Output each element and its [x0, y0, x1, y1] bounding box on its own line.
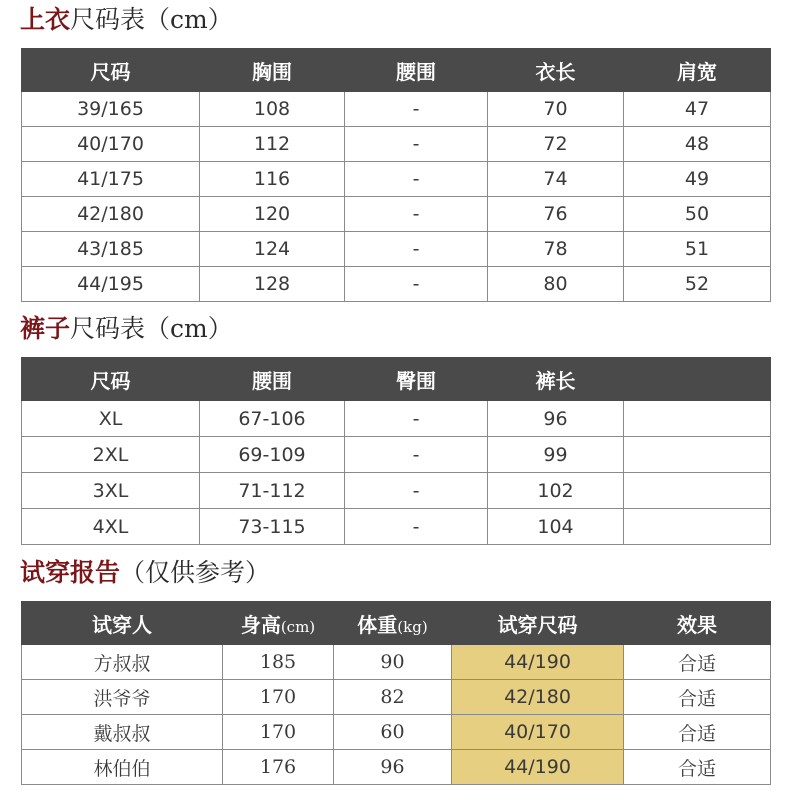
cell-size: 41/175	[22, 162, 200, 197]
header-trial-size: 试穿尺码	[452, 602, 624, 645]
cell-hip: -	[345, 401, 488, 437]
cell-length: 72	[488, 127, 624, 162]
cell-weight: 90	[334, 645, 452, 680]
cell-size: 43/185	[22, 232, 200, 267]
header-chest: 胸围	[200, 49, 345, 92]
header-height-unit: (cm)	[280, 617, 316, 636]
pants-size-chart-title	[20, 314, 233, 344]
header-height	[223, 602, 334, 645]
header-length: 衣长	[488, 49, 624, 92]
cell-waist: 69-109	[200, 437, 345, 473]
trial-title-highlight: 试穿报告	[20, 558, 121, 587]
table-row	[22, 162, 771, 197]
tops-size-table	[21, 48, 771, 302]
cell-shoulder: 51	[624, 232, 771, 267]
cell-result: 合适	[624, 715, 771, 750]
cell-hip: -	[345, 437, 488, 473]
cell-result: 合适	[624, 680, 771, 715]
pants-size-table	[21, 357, 771, 545]
table-row	[22, 401, 771, 437]
header-weight-unit: (kg)	[397, 617, 428, 636]
cell-result: 合适	[624, 750, 771, 785]
cell-length: 78	[488, 232, 624, 267]
cell-chest: 116	[200, 162, 345, 197]
cell-height: 170	[223, 715, 334, 750]
header-waist: 腰围	[200, 358, 345, 401]
tops-title-rest: 尺码表（cm）	[70, 5, 233, 34]
header-size: 尺码	[22, 358, 200, 401]
cell-chest: 128	[200, 267, 345, 302]
tops-size-chart-title	[20, 5, 233, 35]
cell-result: 合适	[624, 645, 771, 680]
table-row	[22, 232, 771, 267]
cell-person: 戴叔叔	[22, 715, 223, 750]
cell-chest: 120	[200, 197, 345, 232]
cell-length: 102	[488, 473, 624, 509]
table-row	[22, 92, 771, 127]
cell-waist: -	[345, 162, 488, 197]
cell-waist: -	[345, 197, 488, 232]
table-row	[22, 645, 771, 680]
cell-size: 44/195	[22, 267, 200, 302]
cell-waist: -	[345, 127, 488, 162]
cell-size: 42/180	[22, 197, 200, 232]
cell-empty	[624, 473, 771, 509]
cell-weight: 96	[334, 750, 452, 785]
cell-shoulder: 48	[624, 127, 771, 162]
header-weight-label: 体重	[357, 612, 398, 637]
cell-trial-size: 44/190	[452, 750, 624, 785]
cell-size: 4XL	[22, 509, 200, 545]
header-length: 裤长	[488, 358, 624, 401]
header-waist: 腰围	[345, 49, 488, 92]
cell-height: 170	[223, 680, 334, 715]
cell-hip: -	[345, 509, 488, 545]
cell-empty	[624, 437, 771, 473]
header-weight	[334, 602, 452, 645]
table-row	[22, 473, 771, 509]
table-header-row	[22, 358, 771, 401]
cell-length: 99	[488, 437, 624, 473]
cell-weight: 82	[334, 680, 452, 715]
header-result: 效果	[624, 602, 771, 645]
cell-waist: 71-112	[200, 473, 345, 509]
cell-shoulder: 52	[624, 267, 771, 302]
header-hip: 臀围	[345, 358, 488, 401]
header-shoulder: 肩宽	[624, 49, 771, 92]
cell-length: 104	[488, 509, 624, 545]
table-row	[22, 437, 771, 473]
cell-empty	[624, 509, 771, 545]
pants-title-rest: 尺码表（cm）	[70, 314, 233, 343]
table-row	[22, 680, 771, 715]
header-size: 尺码	[22, 49, 200, 92]
cell-person: 洪爷爷	[22, 680, 223, 715]
cell-size: 3XL	[22, 473, 200, 509]
header-empty	[624, 358, 771, 401]
cell-length: 70	[488, 92, 624, 127]
cell-waist: -	[345, 232, 488, 267]
table-row	[22, 197, 771, 232]
table-row	[22, 127, 771, 162]
cell-shoulder: 49	[624, 162, 771, 197]
cell-chest: 112	[200, 127, 345, 162]
table-row	[22, 267, 771, 302]
cell-trial-size: 44/190	[452, 645, 624, 680]
cell-height: 176	[223, 750, 334, 785]
trial-report-table	[21, 601, 771, 785]
table-header-row	[22, 49, 771, 92]
cell-height: 185	[223, 645, 334, 680]
trial-report-title	[20, 558, 270, 588]
cell-size: 39/165	[22, 92, 200, 127]
cell-empty	[624, 401, 771, 437]
cell-shoulder: 50	[624, 197, 771, 232]
table-header-row	[22, 602, 771, 645]
cell-waist: 67-106	[200, 401, 345, 437]
cell-hip: -	[345, 473, 488, 509]
cell-waist: -	[345, 267, 488, 302]
cell-size: XL	[22, 401, 200, 437]
cell-person: 方叔叔	[22, 645, 223, 680]
cell-person: 林伯伯	[22, 750, 223, 785]
cell-length: 96	[488, 401, 624, 437]
pants-title-highlight: 裤子	[20, 314, 71, 343]
cell-trial-size: 40/170	[452, 715, 624, 750]
cell-waist: -	[345, 92, 488, 127]
trial-title-rest: （仅供参考）	[120, 558, 271, 587]
cell-chest: 108	[200, 92, 345, 127]
tops-title-highlight: 上衣	[20, 5, 71, 34]
cell-length: 74	[488, 162, 624, 197]
cell-length: 76	[488, 197, 624, 232]
table-row	[22, 509, 771, 545]
table-row	[22, 715, 771, 750]
cell-length: 80	[488, 267, 624, 302]
header-person: 试穿人	[22, 602, 223, 645]
cell-size: 2XL	[22, 437, 200, 473]
table-row	[22, 750, 771, 785]
cell-weight: 60	[334, 715, 452, 750]
cell-waist: 73-115	[200, 509, 345, 545]
cell-chest: 124	[200, 232, 345, 267]
cell-shoulder: 47	[624, 92, 771, 127]
header-height-label: 身高	[240, 612, 281, 637]
cell-trial-size: 42/180	[452, 680, 624, 715]
cell-size: 40/170	[22, 127, 200, 162]
